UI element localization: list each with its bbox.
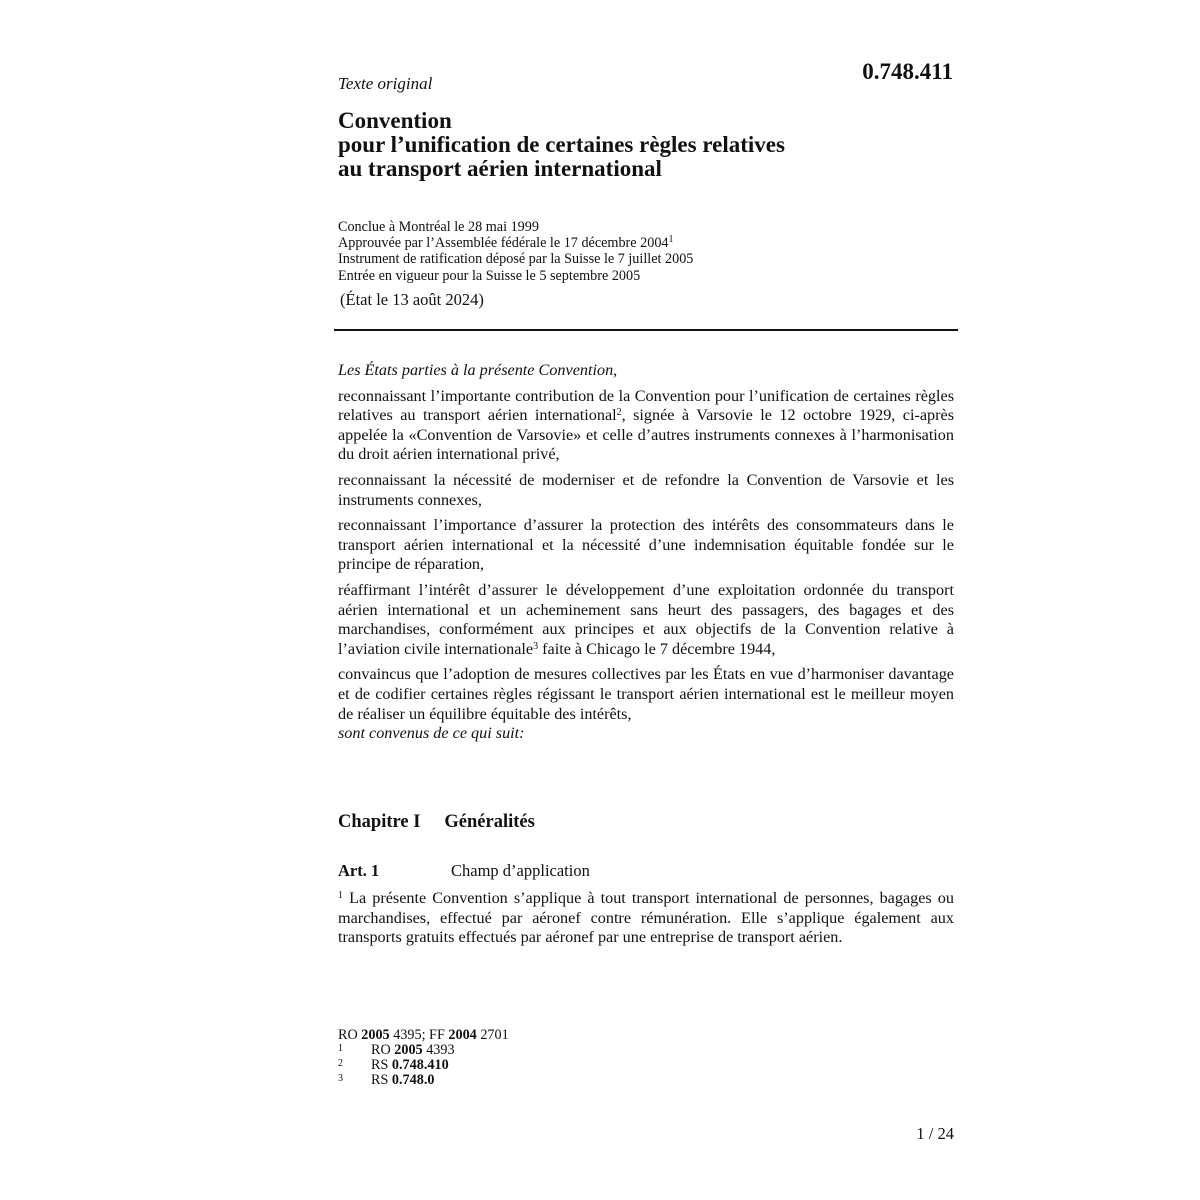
preamble-paragraph-4: réaffirmant l’intérêt d’assurer le développement d’une exploitation ordonnée du transport aérien international et un acheminement sans heurt des passagers, des bagages et des marchandises, conformément aux principes et aux objectifs de la Convention relative à l’aviation civile internationale$^3$ faite à Chicago le 7 décembre 1944, bbox=[338, 580, 954, 658]
approval-date: Approuvée par l’Assemblée fédérale le 17 décembre 2004$^1$ bbox=[338, 234, 674, 252]
entry-into-force-date: Entrée en vigueur pour la Suisse le 5 septembre 2005 bbox=[338, 267, 641, 284]
title-line-2: pour l’unification de certaines règles relatives bbox=[338, 132, 785, 157]
document-title bbox=[338, 109, 898, 181]
preamble-paragraph-2: reconnaissant la nécessité de moderniser et de refondre la Convention de Varsovie et les instruments connexes, bbox=[338, 470, 954, 509]
sources-block bbox=[338, 1027, 509, 1088]
article-title: Champ d’application bbox=[451, 861, 590, 880]
footnote-2: 2 RS 0.748.410 bbox=[338, 1057, 449, 1073]
original-text-label: Texte original bbox=[338, 74, 433, 93]
page-number: 1 / 24 bbox=[916, 1124, 954, 1143]
preamble-closing: sont convenus de ce qui suit: bbox=[338, 724, 525, 743]
article-paragraph-1: $^1$ La présente Convention s’applique à tout transport international de personnes, bagages ou marchandises, effectué par aéronef contre rémunération. Elle s’applique également aux transports gratuits effectués par aéronef par une entreprise de transport aérien. bbox=[338, 889, 954, 947]
preamble-paragraph-1: reconnaissant l’importante contribution de la Convention pour l’unification de certaines règles relatives au transport aérien international$^2$, signée à Varsovie le 12 octobre 1929, ci-après appelée la «Convention de Varsovie» et celle d’autres instruments connexes à l’harmonisation du droit aérien international privé, bbox=[338, 386, 954, 464]
chapter-label: Chapitre I bbox=[338, 812, 421, 832]
article-body bbox=[338, 889, 954, 948]
footnote-link[interactable]: 0.748.0 bbox=[391, 1072, 435, 1088]
footnote-link[interactable]: 0.748.410 bbox=[391, 1057, 449, 1073]
header-divider bbox=[334, 329, 958, 331]
preamble-paragraph-3: reconnaissant l’importance d’assurer la protection des intérêts des consommateurs dans le transport aérien international et la nécessité d’une indemnisation équitable fondée sur le principe de réparation, bbox=[338, 516, 954, 574]
footnote-1: 1 RO 2005 4393 bbox=[338, 1042, 455, 1058]
state-date: (État le 13 août 2024) bbox=[340, 290, 484, 309]
footnote-ref-1[interactable]: 1 bbox=[668, 234, 674, 246]
article-label: Art. 1 bbox=[338, 861, 380, 880]
source-references: RO 2005 4395; FF 2004 2701 bbox=[338, 1027, 509, 1043]
title-line-1: Convention bbox=[338, 108, 452, 133]
document-metadata bbox=[338, 219, 898, 284]
title-line-3: au transport aérien international bbox=[338, 156, 662, 181]
footnote-ref-3[interactable]: 3 bbox=[533, 640, 539, 652]
footnote-ref-2[interactable]: 2 bbox=[616, 407, 622, 419]
preamble bbox=[338, 361, 954, 744]
article-heading bbox=[338, 861, 590, 881]
document-number: 0.748.411 bbox=[862, 59, 953, 84]
footnote-3: 3 RS 0.748.0 bbox=[338, 1072, 435, 1088]
chapter-title: Généralités bbox=[444, 812, 535, 832]
preamble-paragraph-5: convaincus que l’adoption de mesures collectives par les États en vue d’harmoniser davantage et de codifier certaines règles régissant le transport aérien international est le meilleur moyen de réaliser un équilibre équitable des intérêts, bbox=[338, 665, 954, 723]
ratification-date: Instrument de ratification déposé par la Suisse le 7 juillet 2005 bbox=[338, 251, 694, 268]
chapter-heading bbox=[338, 812, 535, 833]
paragraph-number: 1 bbox=[338, 890, 343, 901]
preamble-intro: Les États parties à la présente Convention, bbox=[338, 361, 618, 379]
concluded-date: Conclue à Montréal le 28 mai 1999 bbox=[338, 219, 539, 235]
